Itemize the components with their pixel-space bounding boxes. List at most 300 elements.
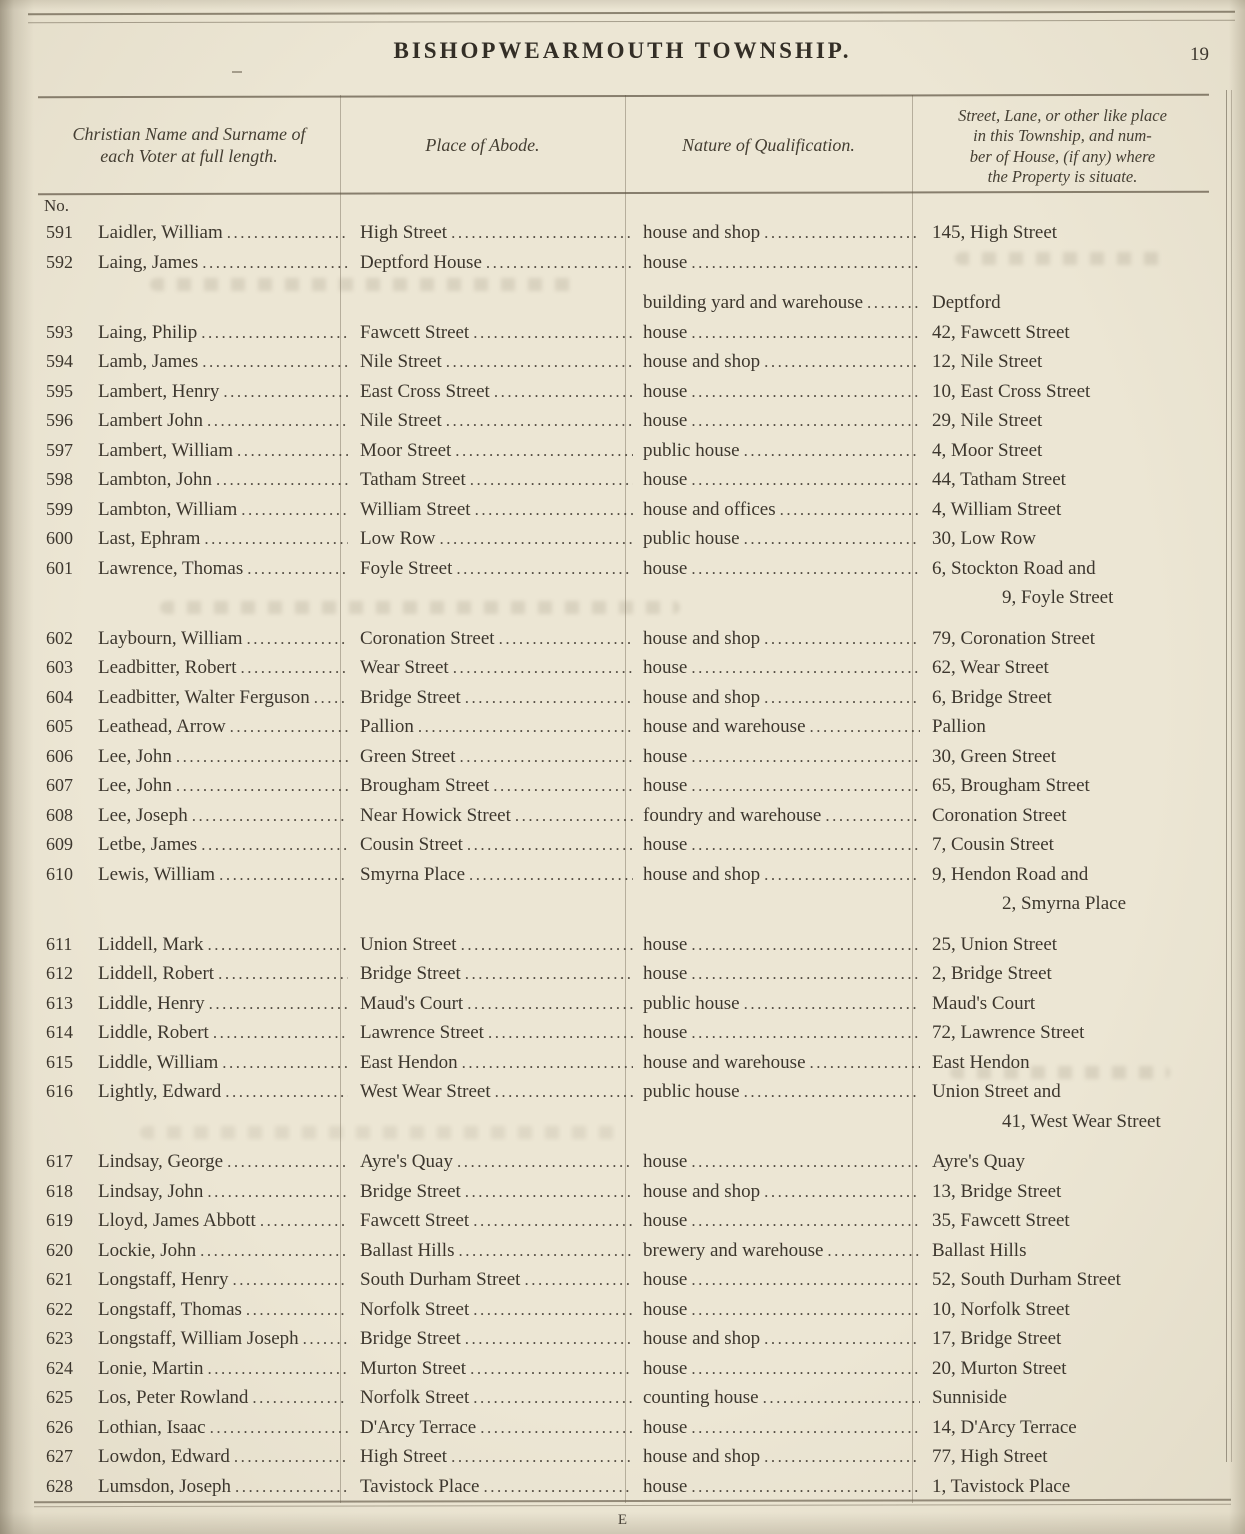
- voter-name: Liddell, Mark: [98, 933, 204, 955]
- street-cell: 62, Wear Street: [932, 657, 1049, 678]
- abode-cell: [348, 1206, 633, 1236]
- column-header-line: each Voter at full length.: [100, 145, 278, 166]
- abode-text: High Street: [360, 1446, 448, 1467]
- dot-leader: [827, 1236, 920, 1266]
- abode-text: Lawrence Street: [360, 1022, 484, 1043]
- qualification-text: counting house: [643, 1387, 759, 1408]
- dot-leader: [237, 436, 348, 466]
- dot-leader: [456, 554, 633, 584]
- street-cell: 17, Bridge Street: [932, 1328, 1062, 1349]
- abode-cell: [348, 1147, 633, 1177]
- abode-text: Green Street: [360, 745, 456, 767]
- qualification-text: house: [643, 834, 688, 855]
- row-number: 618: [46, 1180, 73, 1201]
- street-cell: 4, William Street: [932, 498, 1062, 520]
- qualification-cell: [633, 554, 920, 584]
- qualification-cell: [633, 1383, 920, 1413]
- qualification-cell: [633, 1413, 920, 1443]
- table-row: [38, 1265, 1209, 1295]
- dot-leader: [691, 1354, 920, 1384]
- table-row: [38, 989, 1209, 1019]
- abode-cell: [348, 218, 633, 248]
- abode-cell: [348, 1324, 633, 1354]
- street-cell: 145, High Street: [932, 222, 1058, 243]
- abode-cell: [348, 1383, 633, 1413]
- qualification-text: house: [643, 1269, 688, 1290]
- abode-text: Maud's Court: [360, 992, 464, 1014]
- qualification-cell: [633, 989, 920, 1019]
- abode-cell: [348, 1077, 633, 1107]
- qualification-text: public house: [643, 992, 740, 1014]
- qualification-text: house: [643, 1210, 688, 1231]
- voter-name: Laybourn, William: [98, 627, 243, 649]
- dot-leader: [691, 1413, 920, 1443]
- dot-leader: [691, 377, 920, 407]
- qualification-cell: [633, 524, 920, 554]
- dot-leader: [260, 1206, 348, 1236]
- dot-leader: [465, 1177, 633, 1207]
- abode-text: Pallion: [360, 716, 414, 737]
- voter-name: Lindsay, George: [98, 1151, 224, 1172]
- qualification-cell: [633, 318, 920, 348]
- qualification-cell: [633, 377, 920, 407]
- dot-leader: [473, 1383, 633, 1413]
- voter-name-cell: [98, 1048, 348, 1078]
- qualification-cell: [633, 683, 920, 713]
- dot-leader: [219, 860, 348, 890]
- voter-name: Lambert, Henry: [98, 380, 220, 402]
- voter-name: Lothian, Isaac: [98, 1416, 206, 1438]
- dot-leader: [209, 989, 348, 1019]
- qualification-text: house: [643, 963, 688, 984]
- qualification-cell: [633, 465, 920, 495]
- voter-name: Laing, James: [98, 251, 199, 273]
- qualification-text: house: [643, 933, 688, 955]
- row-number: 597: [46, 439, 73, 460]
- dot-leader: [247, 554, 348, 584]
- page-number: 19: [1190, 44, 1209, 65]
- dot-leader: [691, 406, 920, 436]
- qualification-text: house and shop: [643, 863, 761, 885]
- voter-name: Lee, John: [98, 745, 172, 767]
- abode-cell: [348, 1048, 633, 1078]
- voter-name-cell: [98, 377, 348, 407]
- street-cell: 20, Murton Street: [932, 1357, 1067, 1379]
- dot-leader: [691, 771, 920, 801]
- voter-name: Leathead, Arrow: [98, 716, 226, 737]
- street-cell: 1, Tavistock Place: [932, 1475, 1071, 1497]
- dot-leader: [192, 801, 348, 831]
- row-number: [38, 583, 98, 613]
- table-row: [38, 1018, 1209, 1048]
- dot-leader: [494, 377, 633, 407]
- voter-name-cell: [98, 1383, 348, 1413]
- qualification-text: house and shop: [643, 1180, 761, 1202]
- voter-name: Lumsdon, Joseph: [98, 1475, 231, 1497]
- table-row: [38, 1442, 1209, 1472]
- table-body: [38, 196, 1209, 1501]
- dot-leader: [451, 1442, 633, 1472]
- dot-leader: [764, 218, 920, 248]
- voter-name: Liddle, William: [98, 1051, 219, 1073]
- dot-leader: [763, 1383, 920, 1413]
- dot-leader: [227, 218, 348, 248]
- voter-name-cell: [98, 1077, 348, 1107]
- abode-cell: [348, 930, 633, 960]
- qualification-text: building yard and warehouse: [643, 292, 864, 313]
- row-number: 592: [46, 251, 73, 272]
- table-row: [38, 1077, 1209, 1107]
- voter-name-cell: [98, 624, 348, 654]
- abode-cell: [348, 377, 633, 407]
- row-number: 611: [46, 933, 73, 954]
- street-cell: 30, Green Street: [932, 745, 1056, 767]
- bleed-through-smudge: [140, 1126, 620, 1139]
- street-cell: 44, Tatham Street: [932, 469, 1066, 490]
- voter-name-cell: [98, 524, 348, 554]
- dot-leader: [524, 1265, 633, 1295]
- dot-leader: [691, 554, 920, 584]
- top-rule: [28, 11, 1235, 16]
- dot-leader: [495, 1077, 633, 1107]
- dot-leader: [691, 930, 920, 960]
- voter-name: Lloyd, James Abbott: [98, 1210, 256, 1231]
- dot-leader: [764, 1177, 920, 1207]
- street-cell: 72, Lawrence Street: [932, 1022, 1085, 1043]
- table-row: [38, 624, 1209, 654]
- abode-cell: [348, 554, 633, 584]
- bleed-through-smudge: [160, 601, 680, 614]
- voter-name: Lonie, Martin: [98, 1357, 204, 1379]
- row-number: 607: [46, 775, 73, 795]
- table-row: [38, 465, 1209, 495]
- row-number: 623: [46, 1328, 73, 1348]
- abode-cell: [348, 712, 633, 742]
- bleed-through-smudge: [150, 278, 580, 291]
- abode-text: East Hendon: [360, 1051, 458, 1073]
- row-number: [38, 1107, 98, 1137]
- dot-leader: [764, 1324, 920, 1354]
- voter-name-cell: [98, 989, 348, 1019]
- qualification-text: brewery and warehouse: [643, 1239, 824, 1261]
- dot-leader: [455, 436, 633, 466]
- dot-leader: [764, 347, 920, 377]
- abode-cell: [348, 524, 633, 554]
- table-row: [38, 436, 1209, 466]
- qualification-text: house: [643, 657, 688, 678]
- voter-name: Liddle, Robert: [98, 1022, 209, 1043]
- voter-name-cell: [98, 1472, 348, 1502]
- dot-leader: [204, 524, 348, 554]
- abode-cell: [348, 742, 633, 772]
- abode-cell: [348, 436, 633, 466]
- abode-cell: [348, 771, 633, 801]
- voter-name-cell: [98, 801, 348, 831]
- voter-name: Lambert, William: [98, 439, 234, 461]
- dot-leader: [473, 318, 633, 348]
- qualification-text: house: [643, 321, 688, 343]
- abode-text: West Wear Street: [360, 1081, 491, 1102]
- voter-name: Lightly, Edward: [98, 1081, 222, 1102]
- street-cell: 10, East Cross Street: [932, 380, 1091, 402]
- qualification-cell: [633, 1018, 920, 1048]
- row-number: 594: [46, 351, 73, 371]
- voter-name: Longstaff, William Joseph: [98, 1328, 299, 1349]
- dot-leader: [691, 742, 920, 772]
- table-row: [38, 1413, 1209, 1443]
- abode-cell: [348, 1177, 633, 1207]
- voter-name-cell: [98, 889, 348, 919]
- voter-name: Los, Peter Rowland: [98, 1387, 249, 1408]
- qualification-cell: [633, 1147, 920, 1177]
- dot-leader: [764, 683, 920, 713]
- column-header-line: ber of House, (if any) where: [969, 146, 1156, 166]
- row-number: 610: [46, 863, 73, 884]
- qualification-cell: [633, 406, 920, 436]
- street-cell: 14, D'Arcy Terrace: [932, 1416, 1077, 1438]
- qualification-cell: [633, 1177, 920, 1207]
- dot-leader: [218, 959, 348, 989]
- qualification-text: house: [643, 1022, 688, 1043]
- dot-leader: [691, 1295, 920, 1325]
- abode-text: Moor Street: [360, 439, 452, 461]
- abode-text: Ayre's Quay: [360, 1151, 453, 1172]
- dot-leader: [470, 1354, 633, 1384]
- qualification-text: house and shop: [643, 1328, 761, 1349]
- abode-cell: [348, 1442, 633, 1472]
- dot-leader: [176, 742, 348, 772]
- street-cell: 79, Coronation Street: [932, 627, 1096, 649]
- voter-name: Leadbitter, Robert: [98, 657, 237, 678]
- table-row: [38, 1354, 1209, 1384]
- voter-name: Last, Ephram: [98, 528, 201, 549]
- table-row: [38, 554, 1209, 584]
- dot-leader: [744, 436, 920, 466]
- row-number: 605: [46, 716, 73, 736]
- table-row: [38, 742, 1209, 772]
- abode-cell: [348, 347, 633, 377]
- voter-name-cell: [98, 1442, 348, 1472]
- abode-text: Deptford House: [360, 251, 482, 273]
- abode-cell: [348, 1236, 633, 1266]
- street-cell: 65, Brougham Street: [932, 775, 1090, 796]
- abode-cell: [348, 495, 633, 525]
- voter-name-cell: [98, 742, 348, 772]
- street-cell: 12, Nile Street: [932, 351, 1043, 372]
- dot-leader: [207, 406, 348, 436]
- dot-leader: [691, 248, 920, 278]
- street-cell: 2, Smyrna Place: [1002, 893, 1127, 914]
- street-cell: Ballast Hills: [932, 1239, 1027, 1261]
- dot-leader: [691, 318, 920, 348]
- qualification-cell: [633, 959, 920, 989]
- qualification-cell: [633, 1265, 920, 1295]
- row-number: 625: [46, 1387, 73, 1407]
- table-row: [38, 889, 1209, 919]
- table-rows: [38, 218, 1209, 1501]
- dot-leader: [810, 712, 920, 742]
- qualification-cell: [633, 653, 920, 683]
- dot-leader: [461, 930, 633, 960]
- voter-name-cell: [98, 1147, 348, 1177]
- row-number: 606: [46, 745, 73, 766]
- voter-name: Liddle, Henry: [98, 992, 205, 1014]
- abode-text: Norfolk Street: [360, 1298, 470, 1320]
- dot-leader: [493, 771, 633, 801]
- dot-leader: [241, 495, 348, 525]
- street-cell: Deptford: [932, 292, 1001, 313]
- dot-leader: [225, 1077, 348, 1107]
- table-row: [38, 1177, 1209, 1207]
- qualification-text: foundry and warehouse: [643, 804, 822, 826]
- dot-leader: [691, 653, 920, 683]
- voter-name-cell: [98, 1354, 348, 1384]
- page-title: BISHOPWEARMOUTH TOWNSHIP.: [393, 38, 852, 63]
- table-row: [38, 1206, 1209, 1236]
- qualification-text: house: [643, 775, 688, 796]
- abode-text: Norfolk Street: [360, 1387, 470, 1408]
- row-number: 596: [46, 410, 73, 430]
- abode-text: Tatham Street: [360, 469, 466, 490]
- column-header-abode: [340, 97, 625, 192]
- row-number: 626: [46, 1416, 73, 1437]
- abode-text: East Cross Street: [360, 380, 490, 402]
- abode-cell: [348, 406, 633, 436]
- street-cell: 9, Foyle Street: [1002, 587, 1114, 608]
- row-number: 612: [46, 963, 73, 983]
- dot-leader: [691, 959, 920, 989]
- abode-text: Smyrna Place: [360, 863, 466, 885]
- no-column-label: No.: [44, 196, 70, 215]
- abode-cell: [348, 860, 633, 890]
- qualification-text: house: [643, 469, 688, 490]
- table-row: [38, 377, 1209, 407]
- column-header-line: the Property is situate.: [987, 167, 1138, 186]
- qualification-cell: [633, 771, 920, 801]
- table-row: [38, 712, 1209, 742]
- dot-leader: [418, 712, 633, 742]
- street-cell: 29, Nile Street: [932, 410, 1043, 431]
- table-row: [38, 1472, 1209, 1502]
- dot-leader: [499, 624, 633, 654]
- voter-name-cell: [98, 771, 348, 801]
- dot-leader: [465, 959, 633, 989]
- dot-leader: [459, 742, 633, 772]
- dot-leader: [247, 624, 348, 654]
- abode-text: Bridge Street: [360, 686, 461, 708]
- table-row: [38, 653, 1209, 683]
- dot-leader: [465, 683, 633, 713]
- voter-name-cell: [98, 318, 348, 348]
- qualification-cell: [633, 1077, 920, 1107]
- dot-leader: [764, 1442, 920, 1472]
- dot-leader: [208, 1354, 348, 1384]
- qualification-cell: [633, 347, 920, 377]
- row-number: 601: [46, 557, 73, 578]
- dot-leader: [764, 860, 920, 890]
- qualification-text: house and shop: [643, 627, 761, 649]
- page-edge-line: [1231, 90, 1232, 1462]
- abode-cell: [348, 1265, 633, 1295]
- table-row: [38, 683, 1209, 713]
- row-number: 628: [46, 1475, 73, 1496]
- column-header-line: in this Township, and num-: [973, 126, 1152, 145]
- dot-leader: [691, 1472, 920, 1502]
- row-number: 598: [46, 469, 73, 489]
- dot-leader: [764, 624, 920, 654]
- abode-cell: [348, 1413, 633, 1443]
- street-cell: 7, Cousin Street: [932, 834, 1054, 855]
- street-cell: Maud's Court: [932, 992, 1036, 1014]
- dot-leader: [439, 524, 633, 554]
- qualification-cell: [633, 1107, 920, 1137]
- dot-leader: [486, 248, 633, 278]
- abode-text: Ballast Hills: [360, 1239, 455, 1261]
- voter-name: Liddell, Robert: [98, 963, 215, 984]
- table-row: [38, 218, 1209, 248]
- voter-name: Lowdon, Edward: [98, 1446, 230, 1467]
- dot-leader: [473, 1295, 633, 1325]
- voter-name: Longstaff, Thomas: [98, 1298, 242, 1320]
- row-number: [38, 288, 98, 318]
- street-cell: East Hendon: [932, 1051, 1030, 1073]
- abode-text: Nile Street: [360, 351, 442, 372]
- qualification-text: house: [643, 557, 688, 579]
- voter-name: Lindsay, John: [98, 1180, 204, 1202]
- abode-text: Tavistock Place: [360, 1475, 480, 1497]
- dot-leader: [473, 1206, 633, 1236]
- dot-leader: [252, 1383, 348, 1413]
- dot-leader: [303, 1324, 348, 1354]
- dot-leader: [744, 989, 920, 1019]
- abode-text: Coronation Street: [360, 627, 495, 649]
- abode-text: Cousin Street: [360, 834, 463, 855]
- voter-name-cell: [98, 653, 348, 683]
- top-rule-secondary: [28, 20, 1235, 24]
- street-cell: 10, Norfolk Street: [932, 1298, 1070, 1320]
- qualification-cell: [633, 288, 920, 318]
- abode-cell: [348, 465, 633, 495]
- qualification-cell: [633, 1442, 920, 1472]
- abode-text: Union Street: [360, 933, 457, 955]
- abode-text: Bridge Street: [360, 963, 461, 984]
- table-row: [38, 771, 1209, 801]
- table-row: [38, 347, 1209, 377]
- dot-leader: [451, 218, 633, 248]
- row-number: 599: [46, 498, 73, 519]
- voter-name: Lawrence, Thomas: [98, 557, 244, 579]
- voter-name-cell: [98, 1018, 348, 1048]
- dot-leader: [200, 1236, 348, 1266]
- voter-name: Lamb, James: [98, 351, 199, 372]
- voter-name-cell: [98, 1236, 348, 1266]
- abode-cell: [348, 830, 633, 860]
- street-cell: 2, Bridge Street: [932, 963, 1052, 984]
- dot-leader: [462, 1048, 633, 1078]
- row-number: 619: [46, 1210, 73, 1230]
- row-number: 615: [46, 1051, 73, 1072]
- abode-text: Fawcett Street: [360, 1210, 470, 1231]
- qualification-text: house and shop: [643, 1446, 761, 1467]
- table-row: [38, 830, 1209, 860]
- row-number: 627: [46, 1446, 73, 1466]
- row-number: 616: [46, 1081, 73, 1101]
- abode-text: Bridge Street: [360, 1328, 461, 1349]
- dot-leader: [480, 1413, 633, 1443]
- dot-leader: [446, 347, 633, 377]
- street-cell: 35, Fawcett Street: [932, 1210, 1070, 1231]
- voter-name: Lewis, William: [98, 863, 216, 885]
